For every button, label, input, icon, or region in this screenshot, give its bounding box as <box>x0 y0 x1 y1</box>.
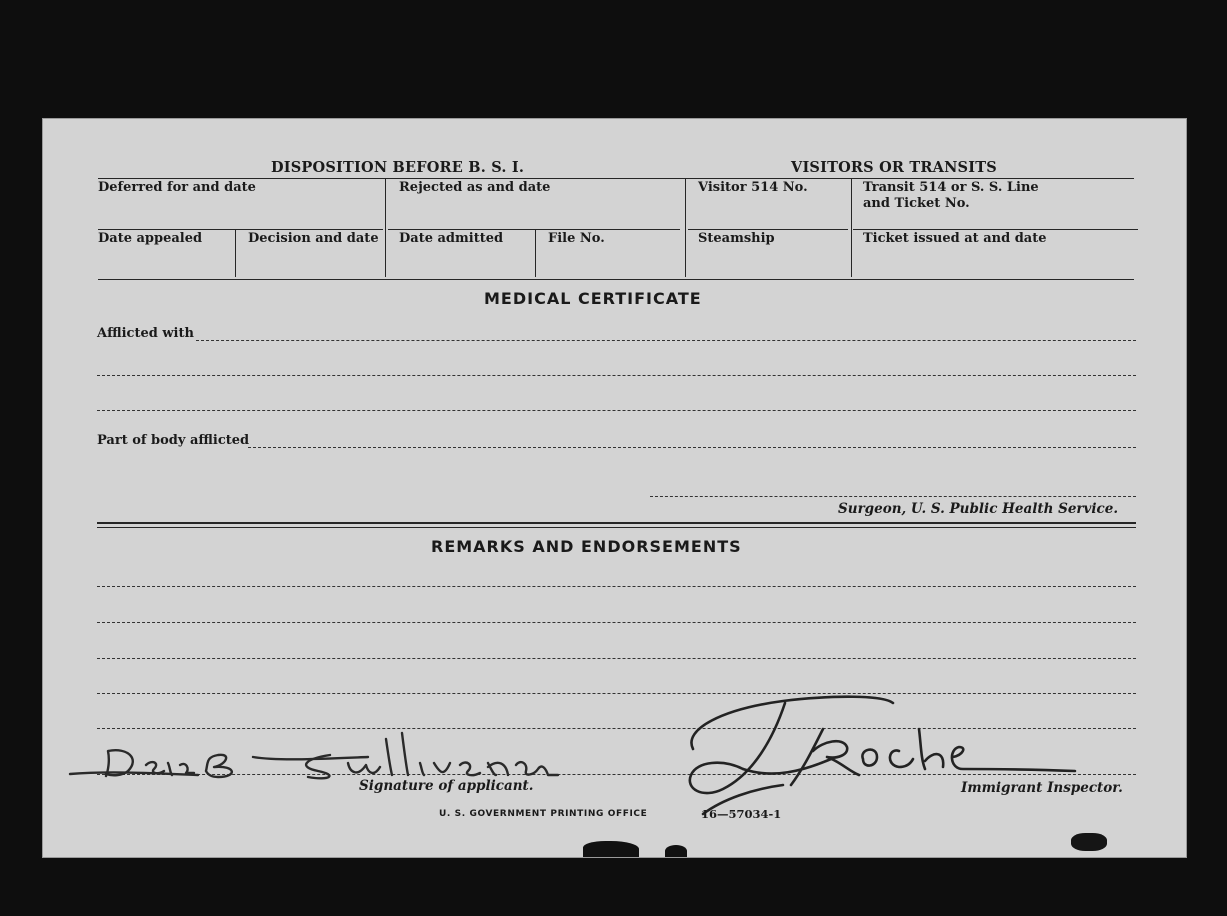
table-divider <box>235 230 236 277</box>
afflicted-label: Afflicted with <box>97 326 194 341</box>
remarks-heading: REMARKS AND ENDORSEMENTS <box>431 537 742 556</box>
table-row-rule <box>388 229 680 230</box>
afflicted-line <box>97 410 1136 411</box>
inspector-signature <box>663 689 1083 819</box>
table-top-rule <box>98 178 1134 179</box>
date-appealed-label: Date appealed <box>98 231 203 246</box>
disposition-heading: DISPOSITION BEFORE B. S. I. <box>271 159 525 176</box>
part-of-body-label: Part of body afflicted <box>97 433 250 448</box>
record-card <box>42 118 1187 858</box>
table-row-rule <box>98 229 383 230</box>
surgeon-signature-line <box>650 496 1136 497</box>
scan-speck <box>665 845 687 857</box>
surgeon-caption: Surgeon, U. S. Public Health Service. <box>838 501 1119 517</box>
table-bottom-rule <box>98 279 1134 280</box>
remarks-line <box>97 586 1136 587</box>
table-row-rule <box>688 229 848 230</box>
inspector-caption: Immigrant Inspector. <box>961 780 1123 796</box>
table-row-rule <box>853 229 1138 230</box>
printer-imprint: U. S. GOVERNMENT PRINTING OFFICE <box>439 809 648 819</box>
table-divider <box>385 179 386 277</box>
table-divider <box>685 179 686 277</box>
file-no-label: File No. <box>548 231 605 246</box>
part-of-body-line <box>248 447 1136 448</box>
transit-label-line2: and Ticket No. <box>863 196 970 211</box>
ticket-issued-label: Ticket issued at and date <box>863 231 1047 246</box>
applicant-signature-caption: Signature of applicant. <box>359 778 534 794</box>
applicant-signature <box>68 719 648 789</box>
decision-label: Decision and date <box>248 231 379 246</box>
date-admitted-label: Date admitted <box>399 231 504 246</box>
transit-label-line1: Transit 514 or S. S. Line <box>863 180 1039 195</box>
afflicted-line <box>97 375 1136 376</box>
scan-speck <box>1071 833 1107 851</box>
remarks-line <box>97 622 1136 623</box>
visitors-heading: VISITORS OR TRANSITS <box>791 159 997 176</box>
afflicted-line <box>196 340 1136 341</box>
section-double-rule <box>97 527 1136 528</box>
table-divider <box>535 230 536 277</box>
deferred-label: Deferred for and date <box>98 180 256 195</box>
steamship-label: Steamship <box>698 231 775 246</box>
scan-speck <box>583 841 639 857</box>
rejected-label: Rejected as and date <box>399 180 551 195</box>
visitor-514-label: Visitor 514 No. <box>698 180 808 195</box>
remarks-line <box>97 658 1136 659</box>
form-code: 16—57034-1 <box>701 807 782 821</box>
table-divider <box>851 179 852 277</box>
section-double-rule <box>97 522 1136 524</box>
medical-certificate-heading: MEDICAL CERTIFICATE <box>484 289 702 308</box>
